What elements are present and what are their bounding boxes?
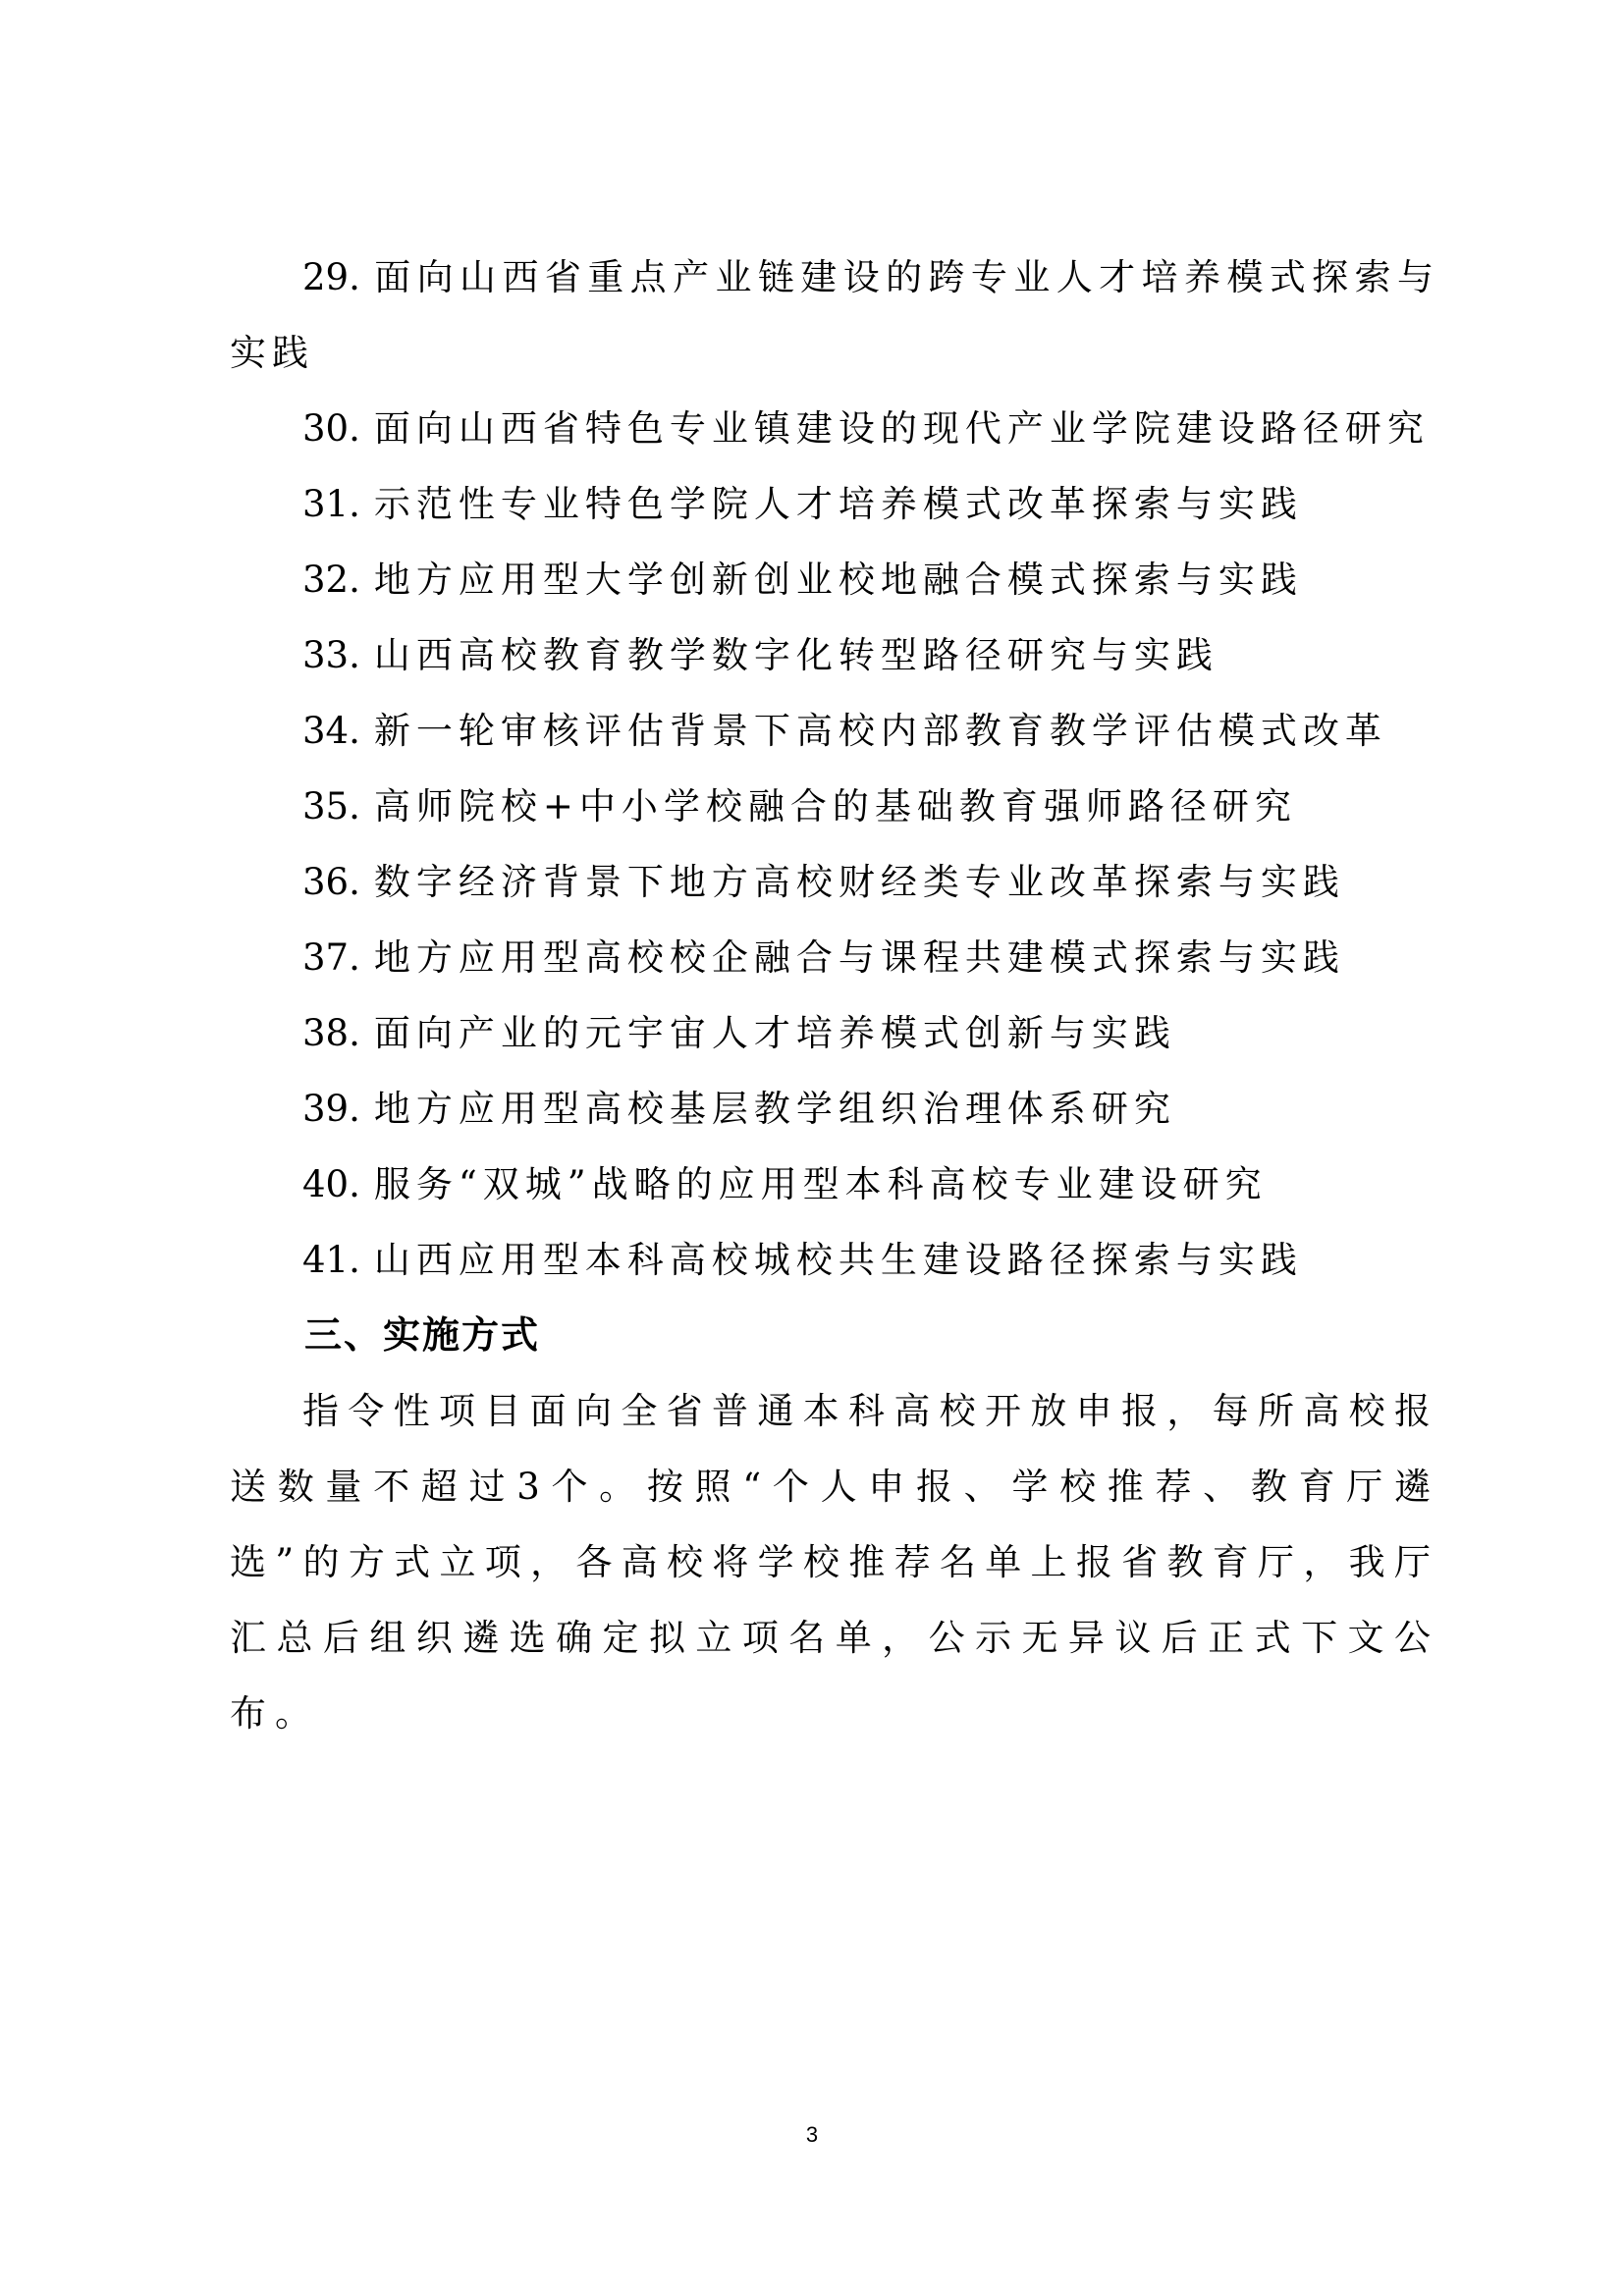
list-item <box>230 240 1439 391</box>
list-item-number: 31. <box>302 483 360 525</box>
list-item-text: 高师院校+中小学校融合的基础教育强师路径研究 <box>373 785 1297 828</box>
project-list <box>230 240 1439 1298</box>
list-item-number: 33. <box>302 634 360 676</box>
list-item <box>230 844 1439 920</box>
list-item <box>230 693 1439 769</box>
list-item-text: 示范性专业特色学院人才培养模式改革探索与实践 <box>373 483 1303 525</box>
list-item-number: 30. <box>302 407 360 450</box>
list-item-text: 面向山西省重点产业链建设的跨专业人才培养模式探索与实践 <box>230 256 1439 374</box>
list-item-number: 32. <box>302 559 360 601</box>
list-item-number: 41. <box>302 1239 360 1281</box>
list-item <box>230 995 1439 1071</box>
list-item <box>230 1222 1439 1298</box>
list-item-text: 新一轮审核评估背景下高校内部教育教学评估模式改革 <box>373 710 1387 752</box>
list-item-text: 面向产业的元宇宙人才培养模式创新与实践 <box>373 1012 1176 1054</box>
list-item <box>230 769 1439 844</box>
list-item-text: 数字经济背景下地方高校财经类专业改革探索与实践 <box>373 861 1345 903</box>
list-item-text: 服务“双城”战略的应用型本科高校专业建设研究 <box>373 1163 1268 1205</box>
list-item-number: 38. <box>302 1012 360 1054</box>
list-item-text: 面向山西省特色专业镇建设的现代产业学院建设路径研究 <box>373 407 1430 450</box>
list-item-number: 34. <box>302 710 360 752</box>
list-item-text: 山西高校教育教学数字化转型路径研究与实践 <box>373 634 1218 676</box>
list-item-number: 40. <box>302 1163 360 1205</box>
list-item-number: 37. <box>302 936 360 979</box>
list-item <box>230 617 1439 693</box>
document-body <box>230 240 1439 1751</box>
list-item-number: 36. <box>302 861 360 903</box>
list-item-number: 35. <box>302 785 360 828</box>
list-item <box>230 1071 1439 1147</box>
list-item-text: 山西应用型本科高校城校共生建设路径探索与实践 <box>373 1239 1303 1281</box>
list-item <box>230 1147 1439 1222</box>
section-body-paragraph: 指令性项目面向全省普通本科高校开放申报，每所高校报送数量不超过3个。按照“个人申报、学校推荐、教育厅遴选”的方式立项，各高校将学校推荐名单上报省教育厅，我厅汇总后组织遴选确定拟立项名单，公示无异议后正式下文公布。 <box>230 1390 1439 1735</box>
list-item-text: 地方应用型高校基层教学组织治理体系研究 <box>373 1088 1176 1130</box>
page-number: 3 <box>805 2122 819 2147</box>
list-item <box>230 466 1439 542</box>
list-item-number: 39. <box>302 1088 360 1130</box>
section-heading: 三、实施方式 <box>304 1313 541 1357</box>
list-item <box>230 920 1439 995</box>
list-item <box>230 542 1439 617</box>
list-item-number: 29. <box>302 256 360 298</box>
list-item-text: 地方应用型大学创新创业校地融合模式探索与实践 <box>373 559 1303 601</box>
list-item-text: 地方应用型高校校企融合与课程共建模式探索与实践 <box>373 936 1345 979</box>
list-item <box>230 391 1439 466</box>
